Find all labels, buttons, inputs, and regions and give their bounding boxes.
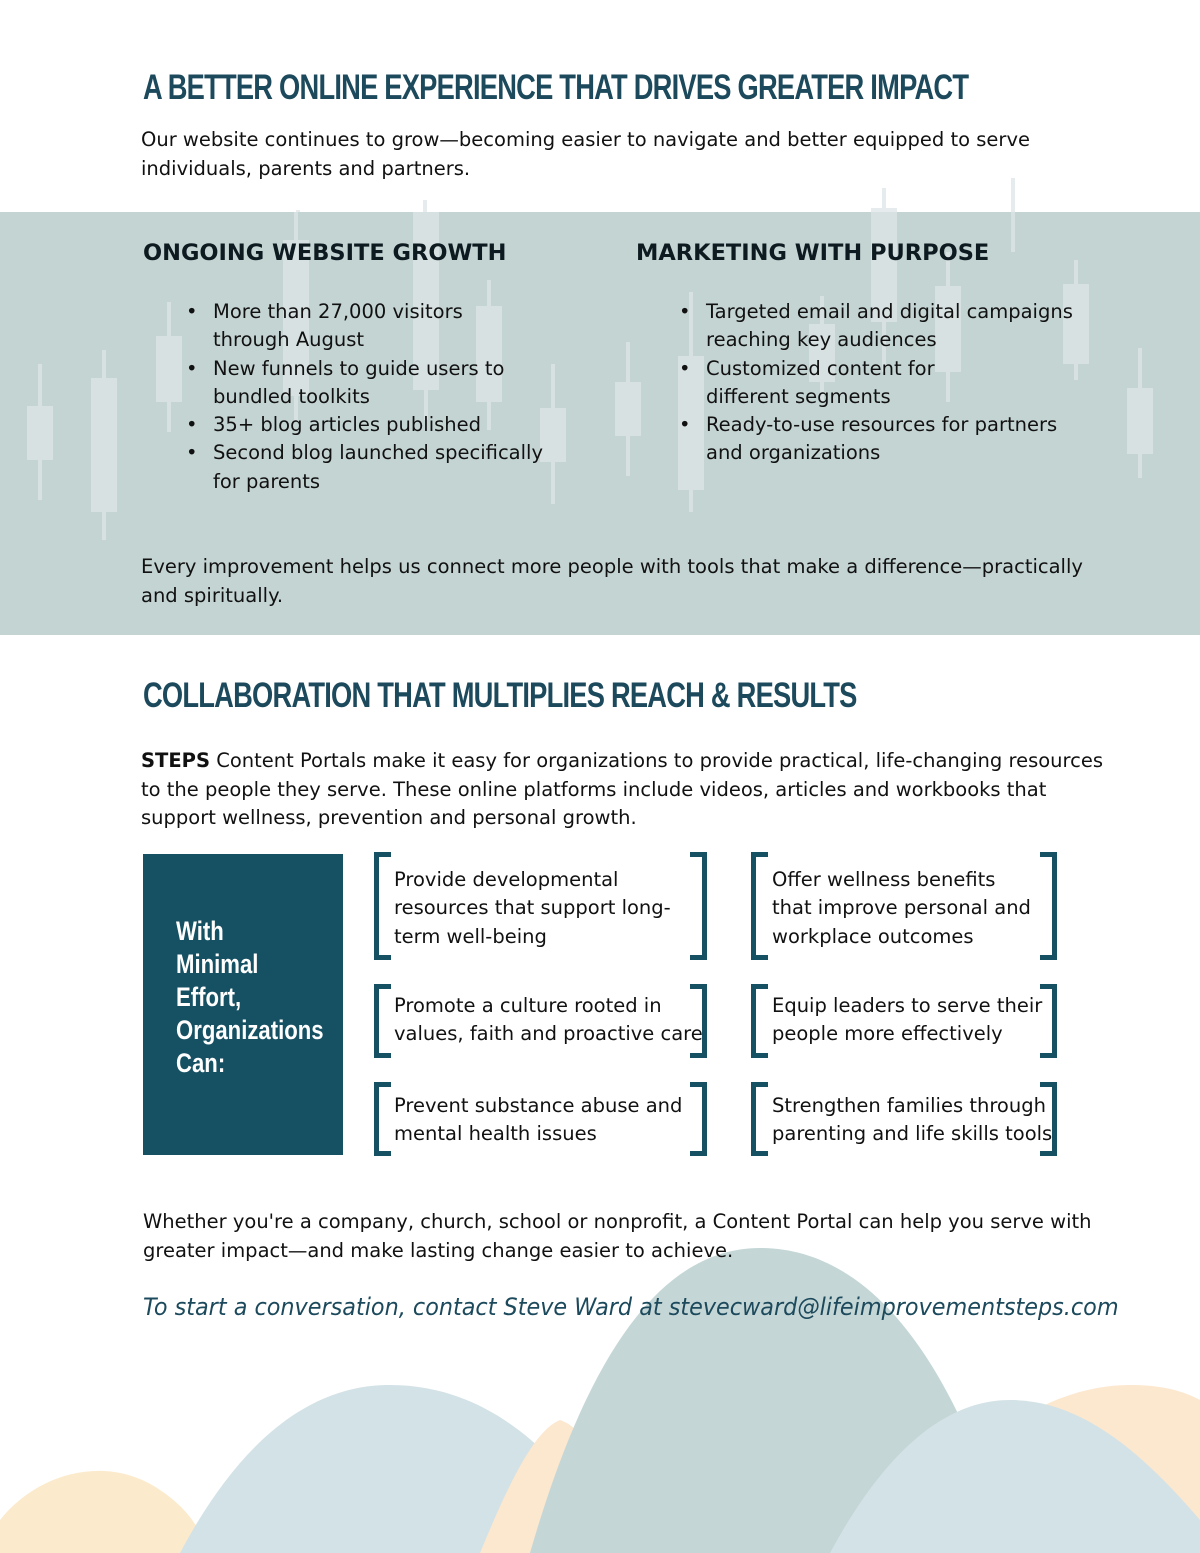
bullet-icon: • [186, 356, 198, 380]
bracket-right [690, 1082, 707, 1156]
steps-brand: STEPS [141, 749, 211, 772]
collaboration-intro: STEPS Content Portals make it easy for organizations to provide practical, life-changing resources to the people they serve. These online platforms include videos, articles and workbooks that support wellness, prevention and personal growth. [141, 749, 1103, 829]
bracket-left [374, 1082, 391, 1156]
list-item: • New funnels to guide users to bundled toolkits [186, 356, 505, 408]
list-item: • More than 27,000 visitors through August [186, 300, 463, 352]
bracket-left [374, 852, 391, 960]
bracket-left [751, 852, 768, 960]
closing-text: Whether you're a company, church, school or nonprofit, a Content Portal can help you serve with greater impact—and make lasting change easier to achieve. [143, 1210, 1092, 1262]
intro-line-1: Our website continues to grow—becoming easier to navigate and better equipped to serve [141, 128, 1030, 151]
bracket-left [751, 984, 768, 1058]
bullet-icon: • [679, 413, 691, 437]
bracket-left [374, 984, 391, 1058]
section-title-online-experience: A BETTER ONLINE EXPERIENCE THAT DRIVES GREATER IMPACT [143, 68, 969, 107]
bracket-right [690, 852, 707, 960]
section-title-collaboration: COLLABORATION THAT MULTIPLIES REACH & RESULTS [143, 676, 857, 715]
list-item: • Second blog launched specifically for parents [186, 441, 544, 493]
bullet-icon: • [186, 413, 198, 437]
bullet-icon: • [679, 300, 691, 323]
bullet-icon: • [186, 441, 198, 465]
bullet-icon: • [186, 300, 198, 323]
candlestick-decoration-top [0, 150, 1200, 220]
intro-line-2: individuals, parents and partners. [141, 156, 471, 180]
hill-yellow-left [0, 1471, 210, 1553]
with-minimal-effort-text: With Minimal Effort, Organizations Can: [176, 916, 324, 1078]
list-item: • Targeted email and digital campaigns reaching key audiences [679, 300, 1073, 352]
bullet-icon: • [679, 356, 691, 380]
heading-marketing-purpose: MARKETING WITH PURPOSE [636, 240, 990, 266]
bracket-left [751, 1082, 768, 1156]
list-item: • Ready-to-use resources for partners and organizations [679, 413, 1058, 465]
contact-line: To start a conversation, contact Steve Ward at stevecward@lifeimprovementsteps.com [143, 1293, 1119, 1321]
bracket-right [1040, 852, 1057, 960]
heading-website-growth: ONGOING WEBSITE GROWTH [143, 240, 507, 266]
bracket-right [1040, 984, 1057, 1058]
band-footer-text: Every improvement helps us connect more people with tools that make a difference—practically and spiritually. [141, 555, 1083, 607]
growth-list [186, 298, 544, 496]
list-item: • 35+ blog articles published [213, 411, 543, 439]
marketing-list [679, 298, 1073, 468]
list-item: • Customized content for different segments [679, 356, 935, 408]
